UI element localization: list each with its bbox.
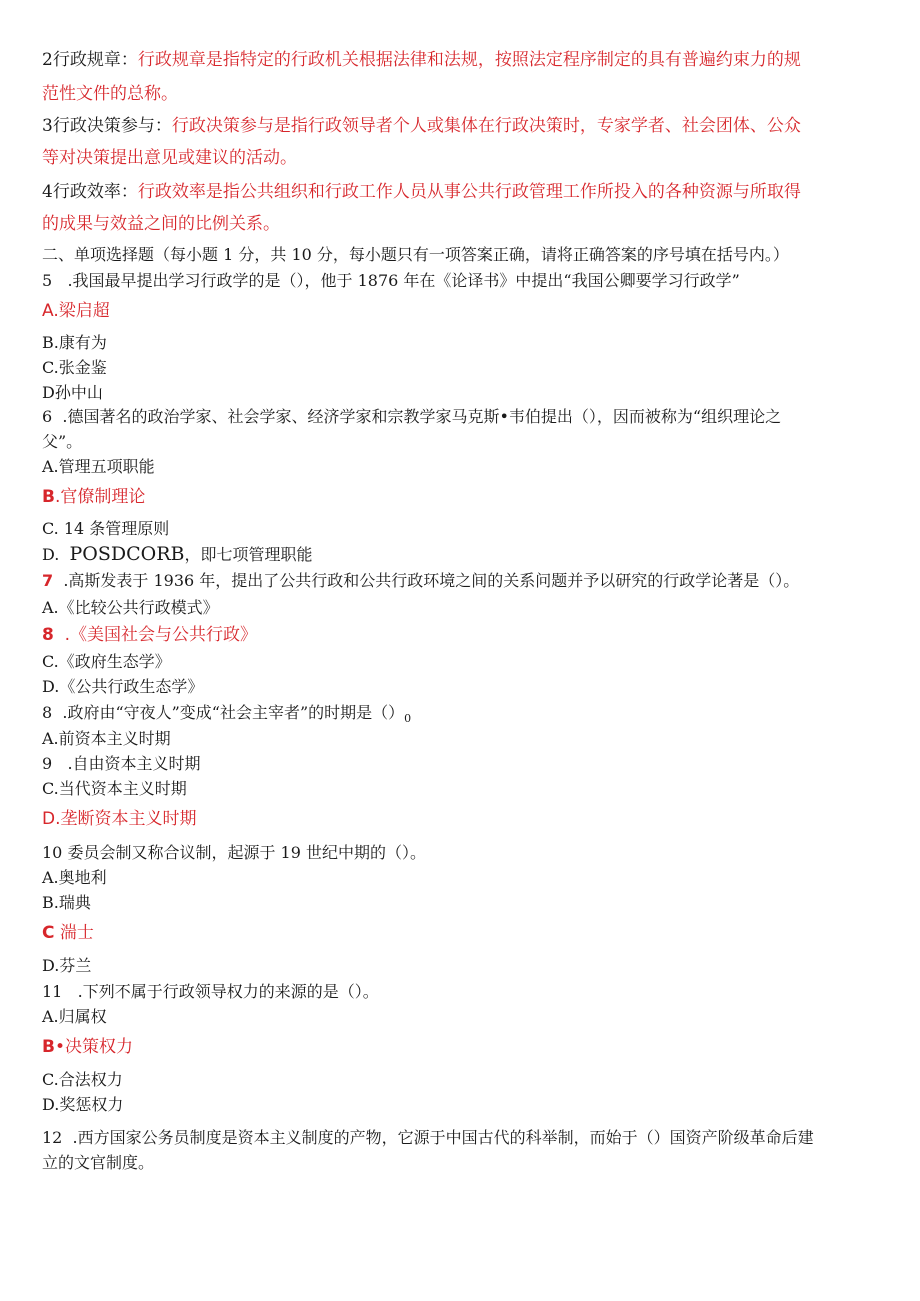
- definition-text: 行政决策参与是指行政领导者个人或集体在行政决策时，专家学者、社会团体、公众: [171, 116, 801, 136]
- q5-option-c: C.张金鉴: [42, 358, 107, 377]
- question-11: [42, 981, 379, 1003]
- question-text: .下列不属于行政领导权力的来源的是（）。: [77, 982, 379, 1001]
- question-5: [42, 270, 740, 292]
- q5-option-b: B.康有为: [42, 333, 107, 352]
- q11-option-d: D.奖惩权力: [42, 1095, 124, 1114]
- definition-text: 行政规章是指特定的行政机关根据法律和法规，按照法定程序制定的具有普遍约束力的规: [137, 50, 801, 70]
- definition-term: 行政效率：: [52, 182, 138, 202]
- q8-option-d-answer: D.垄断资本主义时期: [42, 809, 197, 829]
- option-letter: C: [42, 923, 55, 943]
- q8-option-c: C.当代资本主义时期: [42, 779, 187, 798]
- q7-option-d: D.《公共行政生态学》: [42, 677, 204, 696]
- question-text: .德国著名的政治学家、社会学家、经济学家和宗教学家马克斯•韦伯提出（），因而被称为“组织理论之: [62, 407, 782, 426]
- option-text: .官僚制理论: [54, 487, 146, 507]
- question-text: .政府由“守夜人”变成“社会主宰者”的时期是（）: [62, 703, 405, 722]
- option-text: .《美国社会与公共行政》: [64, 625, 258, 645]
- definition-3-line2: 等对决策提出意见或建议的活动。: [42, 148, 297, 168]
- definition-4-line1: [42, 180, 801, 204]
- q6-option-a: A.管理五项职能: [42, 457, 155, 476]
- definition-2-line1: [42, 48, 801, 72]
- question-number: 6: [42, 407, 53, 426]
- question-8: [42, 702, 411, 730]
- definition-term: 行政决策参与：: [52, 116, 172, 136]
- q8-option-b: [42, 753, 201, 775]
- q7-option-a: A.《比较公共行政模式》: [42, 598, 219, 617]
- trailing-mark: 0: [404, 712, 412, 725]
- q6-option-d: [42, 543, 313, 566]
- question-number: 5: [42, 271, 53, 290]
- question-text: .西方国家公务员制度是资本主义制度的产物，它源于中国古代的科举制，而始于（）国资产阶级革命后建: [72, 1128, 814, 1147]
- question-number: 7: [42, 571, 54, 590]
- q7-option-b-answer: [42, 624, 257, 646]
- definition-2-line2: 范性文件的总称。: [42, 84, 178, 104]
- definition-text: 行政效率是指公共组织和行政工作人员从事公共行政管理工作所投入的各种资源与所取得: [137, 182, 801, 202]
- option-letter: B: [42, 1037, 55, 1057]
- q10-option-c-answer: [42, 922, 94, 944]
- definition-number: 3: [42, 116, 53, 136]
- section-heading: 二、单项选择题（每小题 1 分，共 10 分，每小题只有一项答案正确，请将正确答案的序号填在括号内。）: [42, 245, 789, 264]
- q11-option-a: A.归属权: [42, 1007, 107, 1026]
- q5-option-d: D孙中山: [42, 383, 103, 402]
- question-text: .我国最早提出学习行政学的是（），他于 1876 年在《论译书》中提出“我国公卿要学习行政学”: [67, 271, 740, 290]
- question-6-line1: [42, 406, 781, 428]
- q11-option-b-answer: [42, 1036, 133, 1058]
- q6-option-c: C. 14 条管理原则: [42, 519, 170, 538]
- option-text: •决策权力: [54, 1037, 133, 1057]
- question-text: .高斯发表于 1936 年，提出了公共行政和公共行政环境之间的关系问题并予以研究的行政学论著是（）。: [63, 571, 800, 590]
- option-term: POSDCORB: [69, 543, 185, 565]
- q7-option-c: C.《政府生态学》: [42, 652, 171, 671]
- definition-4-line2: 的成果与效益之间的比例关系。: [42, 214, 280, 234]
- option-letter: D.: [42, 545, 60, 564]
- definition-number: 4: [42, 182, 53, 202]
- q5-option-a-answer: A.梁启超: [42, 301, 110, 321]
- definition-number: 2: [42, 50, 53, 70]
- question-12-line1: [42, 1127, 814, 1149]
- definition-term: 行政规章：: [52, 50, 138, 70]
- option-text: .自由资本主义时期: [67, 754, 201, 773]
- question-number: 12: [42, 1128, 63, 1147]
- option-letter: 9: [42, 754, 53, 773]
- question-10: 10 委员会制又称合议制，起源于 19 世纪中期的（）。: [42, 843, 426, 862]
- question-number: 11: [42, 982, 63, 1001]
- question-7: [42, 570, 799, 592]
- option-letter: 8: [42, 625, 54, 645]
- definition-3-line1: [42, 114, 801, 138]
- option-letter: B: [42, 487, 55, 507]
- q6-option-b-answer: [42, 486, 145, 508]
- option-text: 湍士: [59, 923, 94, 943]
- question-number: 8: [42, 703, 53, 722]
- question-6-line2: 父”。: [42, 432, 83, 451]
- question-12-line2: 立的文官制度。: [42, 1153, 155, 1172]
- q10-option-a: A.奥地利: [42, 868, 107, 887]
- q8-option-a: A.前资本主义时期: [42, 729, 171, 748]
- q10-option-b: B.瑞典: [42, 893, 91, 912]
- option-text: ，即七项管理职能: [184, 545, 313, 564]
- q10-option-d: D.芬兰: [42, 956, 92, 975]
- q11-option-c: C.合法权力: [42, 1070, 123, 1089]
